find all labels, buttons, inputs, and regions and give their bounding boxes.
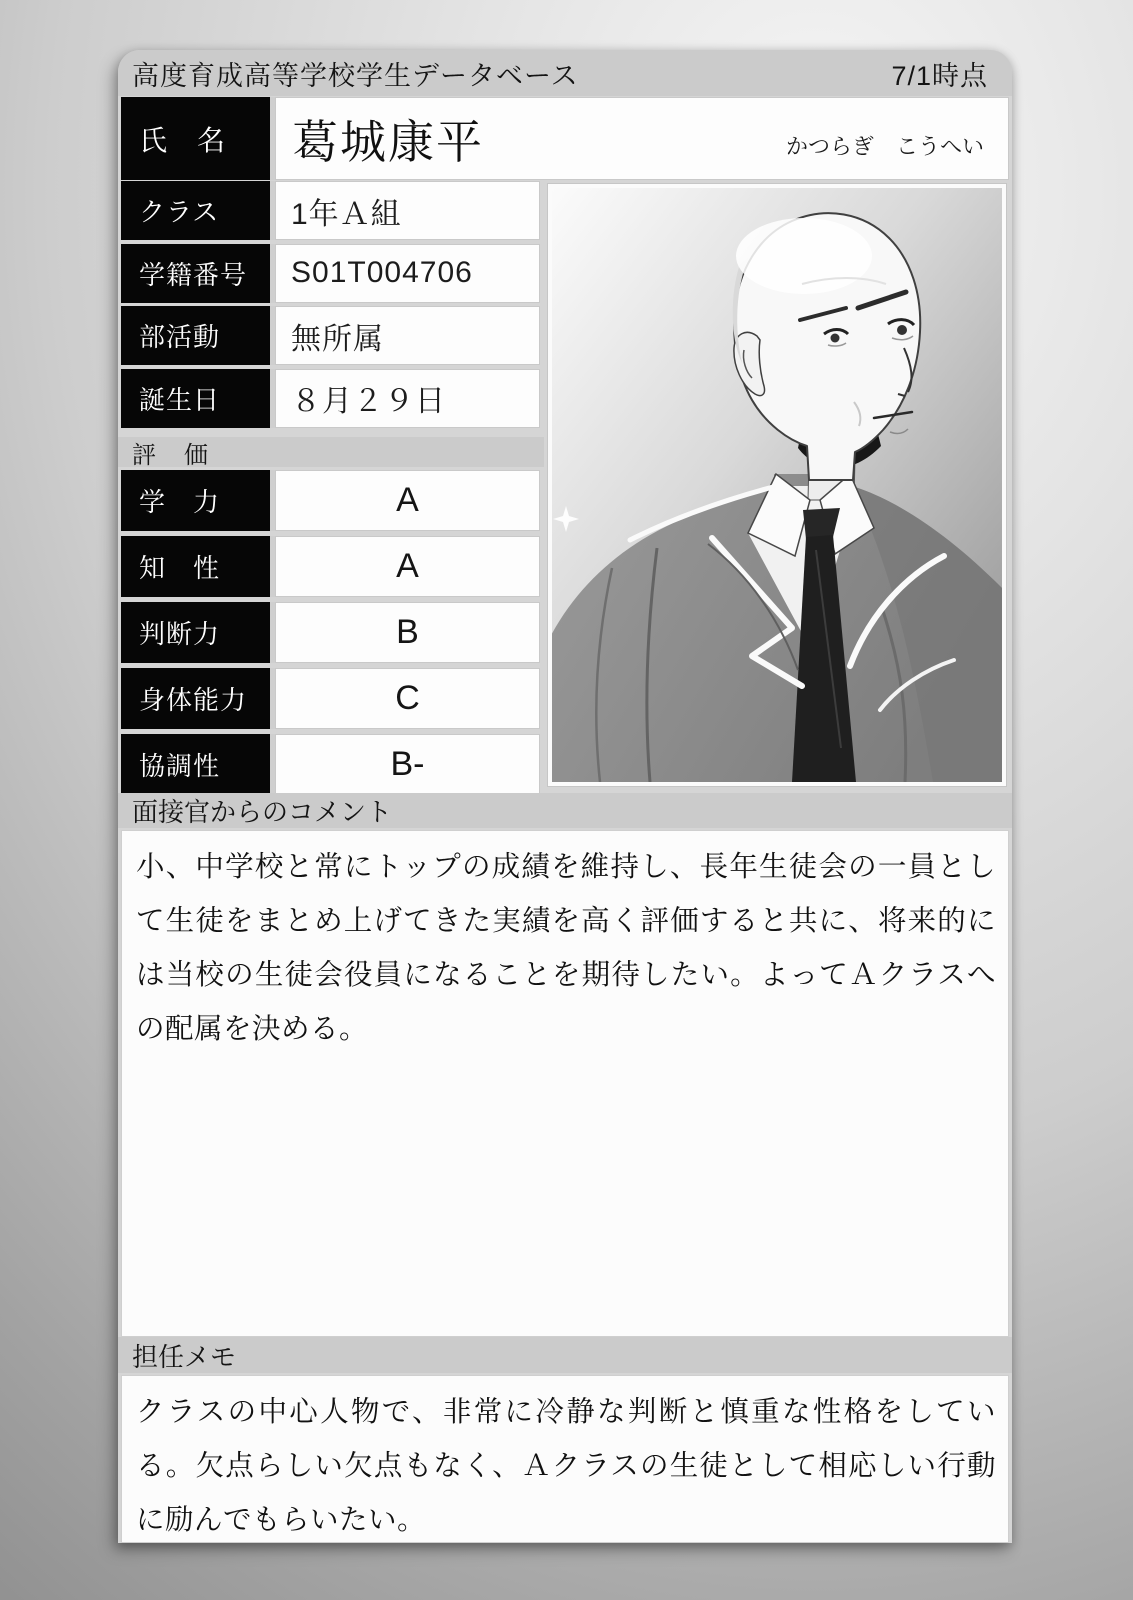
rating-grade: A	[275, 536, 540, 597]
table-row	[121, 668, 540, 729]
teacher-memo-text: クラスの中心人物で、非常に冷静な判断と慎重な性格をしている。欠点らしい欠点もなく、Ａクラスの生徒として相応しい行動に励んでもらいたい。	[136, 1396, 996, 1536]
name-value-cell	[275, 97, 1009, 180]
rating-label: 判断力	[121, 602, 270, 663]
table-row	[121, 734, 540, 795]
teacher-memo-section-bar: 担任メモ	[118, 1337, 1012, 1373]
interviewer-comment-text: 小、中学校と常にトップの成績を維持し、長年生徒会の一員として生徒をまとめ上げてきた実績を高く評価すると共に、将来的には当校の生徒会役員になることを期待したい。よってＡクラスへの配属を決める。	[136, 851, 996, 1045]
table-row	[121, 602, 540, 663]
table-row	[121, 369, 540, 428]
name-row	[121, 97, 1009, 180]
field-label: 学籍番号	[121, 244, 270, 303]
table-row	[121, 536, 540, 597]
portrait-drawing	[552, 188, 1002, 782]
field-label: 部活動	[121, 306, 270, 365]
interviewer-comment-section-bar: 面接官からのコメント	[118, 793, 1012, 828]
field-label: クラス	[121, 181, 270, 240]
rating-grade: B-	[275, 734, 540, 795]
student-info-table	[121, 181, 540, 428]
table-row	[121, 306, 540, 365]
teacher-memo-panel	[121, 1375, 1009, 1543]
card-header-bar	[118, 50, 1012, 96]
student-database-card	[118, 50, 1012, 1543]
interviewer-comment-panel	[121, 830, 1009, 1337]
database-title: 高度育成高等学校学生データベース	[132, 60, 579, 91]
field-label: 誕生日	[121, 369, 270, 428]
rating-grade: C	[275, 668, 540, 729]
student-name-furigana: かつらぎ こうへい	[785, 134, 984, 159]
rating-label: 身体能力	[121, 668, 270, 729]
rating-label: 知 性	[121, 536, 270, 597]
field-value: S01T004706	[275, 244, 540, 303]
evaluation-table	[121, 470, 540, 795]
table-row	[121, 470, 540, 531]
student-portrait-illustration	[548, 184, 1006, 786]
field-value: ８月２９日	[275, 369, 540, 428]
evaluation-section-bar: 評 価	[118, 437, 544, 467]
rating-label: 学 力	[121, 470, 270, 531]
as-of-date: 7/1時点	[891, 60, 988, 91]
table-row	[121, 244, 540, 303]
student-name: 葛城康平	[292, 115, 484, 168]
field-value: 無所属	[275, 306, 540, 365]
table-row	[121, 181, 540, 240]
rating-grade: B	[275, 602, 540, 663]
name-label-cell: 氏 名	[121, 97, 270, 180]
rating-grade: A	[275, 470, 540, 531]
rating-label: 協調性	[121, 734, 270, 795]
field-value: 1年Ａ組	[275, 181, 540, 240]
